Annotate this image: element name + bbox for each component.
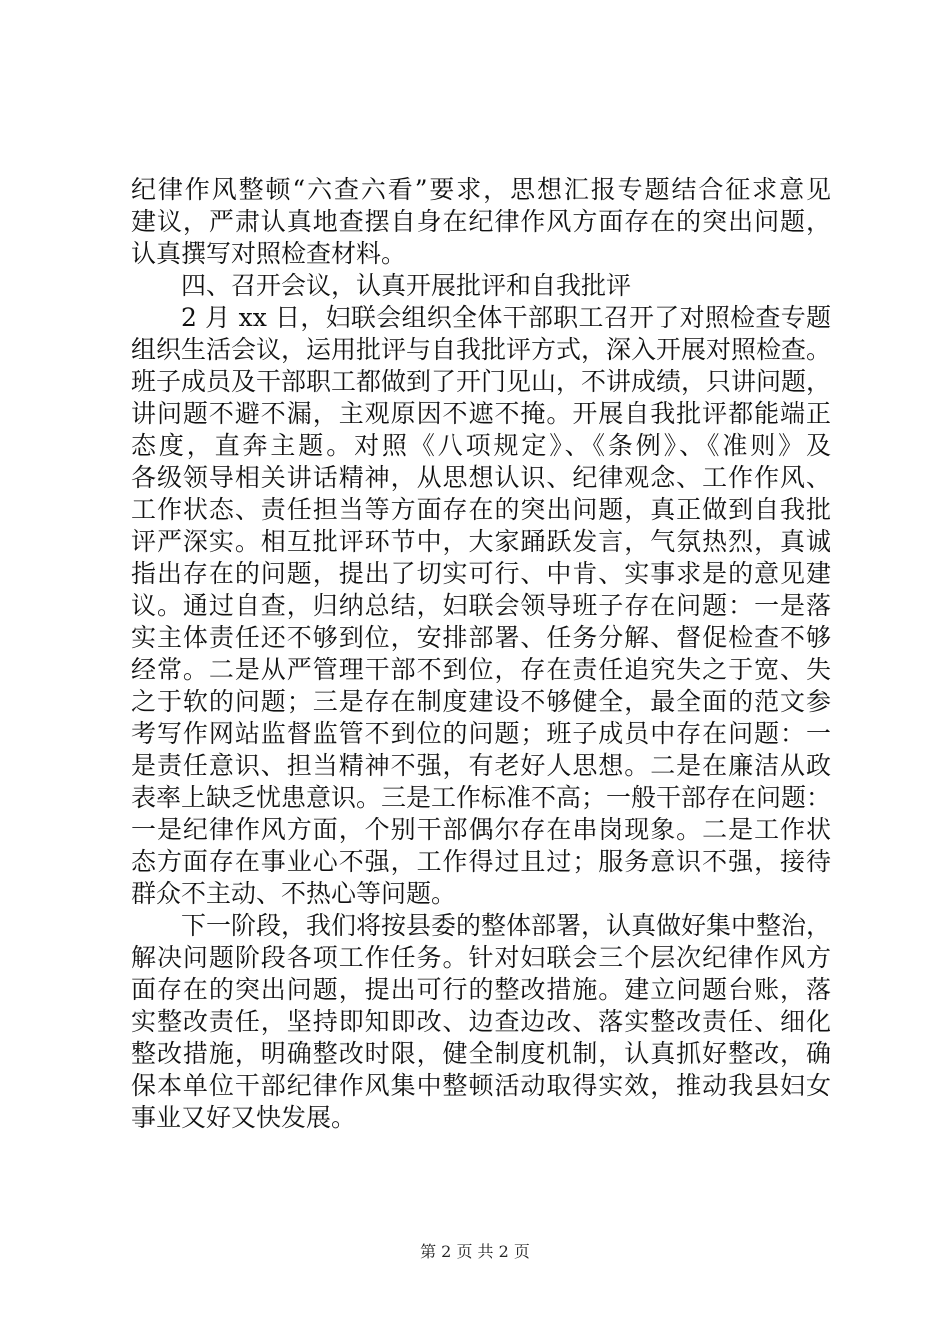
text-line: 纪律作风整顿“六查六看”要求，思想汇报专题结合征求意见: [131, 175, 831, 204]
text-line: 之于软的问题；三是存在制度建设不够健全，最全面的范文参: [131, 687, 831, 716]
text-line: 是责任意识、担当精神不强，有老好人思想。二是在廉洁从政: [131, 751, 831, 780]
text-line: 整改措施，明确整改时限，健全制度机制，认真抓好整改，确: [131, 1039, 831, 1068]
text-line: 工作状态、责任担当等方面存在的突出问题，真正做到自我批: [131, 495, 831, 524]
text-line: 面存在的突出问题，提出可行的整改措施。建立问题台账，落: [131, 975, 831, 1004]
text-line: 经常。二是从严管理干部不到位，存在责任追究失之于宽、失: [131, 655, 831, 684]
text-line: 一是纪律作风方面，个别干部偶尔存在串岗现象。二是工作状: [131, 815, 831, 844]
text-line: 议。通过自查，归纳总结，妇联会领导班子存在问题：一是落: [131, 591, 831, 620]
text-line: 实整改责任，坚持即知即改、边查边改、落实整改责任、细化: [131, 1007, 831, 1036]
text-line: 表率上缺乏忧患意识。三是工作标准不高；一般干部存在问题：: [131, 783, 832, 812]
text-line: 四、召开会议，认真开展批评和自我批评: [181, 271, 632, 300]
text-line: 下一阶段，我们将按县委的整体部署，认真做好集中整治，: [181, 911, 832, 940]
text-line: 评严深实。相互批评环节中，大家踊跃发言，气氛热烈，真诚: [131, 527, 831, 556]
text-line: 群众不主动、不热心等问题。: [131, 879, 457, 908]
text-line: 实主体责任还不够到位，安排部署、任务分解、督促检查不够: [131, 623, 831, 652]
page-footer: 第 2 页 共 2 页: [420, 1242, 530, 1261]
text-line: 组织生活会议，运用批评与自我批评方式，深入开展对照检查。: [131, 335, 832, 364]
text-line: 解决问题阶段各项工作任务。针对妇联会三个层次纪律作风方: [131, 943, 831, 972]
text-line: 班子成员及干部职工都做到了开门见山，不讲成绩，只讲问题，: [131, 367, 832, 396]
text-line: 指出存在的问题，提出了切实可行、中肯、实事求是的意见建: [131, 559, 831, 588]
text-line: 各级领导相关讲话精神，从思想认识、纪律观念、工作作风、: [131, 463, 831, 492]
text-line: 态方面存在事业心不强，工作得过且过；服务意识不强，接待: [131, 847, 831, 876]
document-body: [131, 174, 831, 1134]
text-line: 考写作网站监督监管不到位的问题；班子成员中存在问题：一: [131, 719, 831, 748]
text-line: 态度，直奔主题。对照《八项规定》、《条例》、《准则》及: [131, 431, 831, 460]
text-line: 保本单位干部纪律作风集中整顿活动取得实效，推动我县妇女: [131, 1071, 831, 1100]
text-line: 事业又好又快发展。: [131, 1103, 357, 1132]
text-line: 讲问题不避不漏，主观原因不遮不掩。开展自我批评都能端正: [131, 399, 831, 428]
text-line: 建议，严肃认真地查摆自身在纪律作风方面存在的突出问题，: [131, 207, 831, 236]
text-line: 认真撰写对照检查材料。: [131, 239, 407, 268]
text-line: 2 月 xx 日，妇联会组织全体干部职工召开了对照检查专题: [181, 303, 831, 332]
